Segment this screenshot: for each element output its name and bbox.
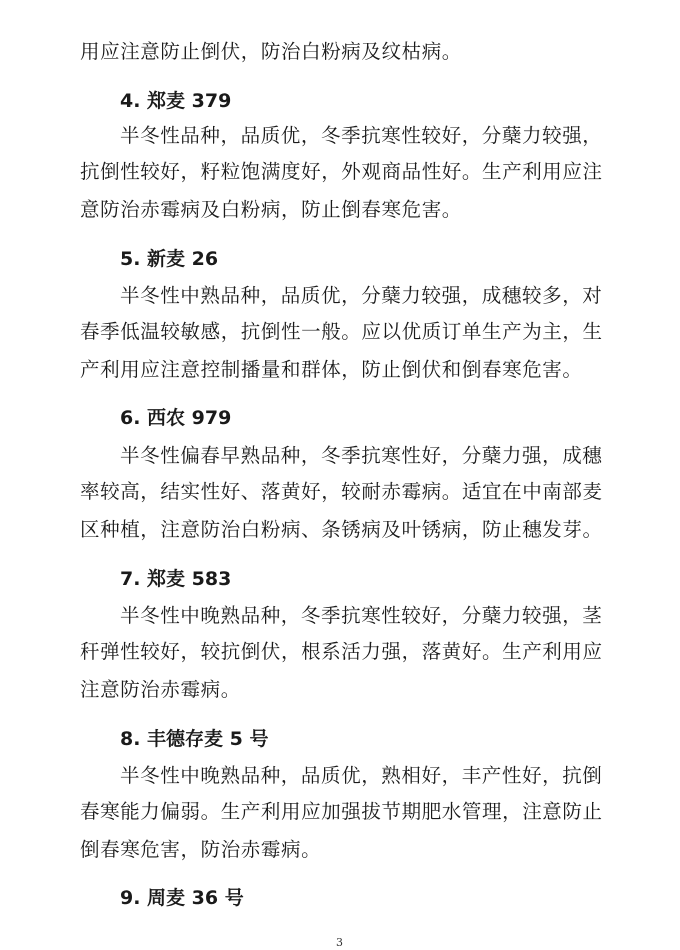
- paragraph-line: 春季低温较敏感，抗倒性一般。应以优质订单生产为主，生: [80, 320, 603, 343]
- paragraph-line: 产利用应注意控制播量和群体，防止倒伏和倒春寒危害。: [80, 358, 583, 381]
- variety-heading: 4. 郑麦 379: [120, 90, 232, 112]
- paragraph-line: 半冬性中熟品种，品质优，分蘖力较强，成穗较多，对: [120, 284, 603, 307]
- paragraph-line: 意防治赤霉病及白粉病，防止倒春寒危害。: [80, 198, 462, 221]
- paragraph-line: 半冬性中晚熟品种，冬季抗寒性较好，分蘖力较强，茎: [120, 604, 603, 627]
- paragraph-line: 春寒能力偏弱。生产利用应加强拔节期肥水管理，注意防止: [80, 800, 603, 823]
- paragraph-line: 抗倒性较好，籽粒饱满度好，外观商品性好。生产利用应注: [80, 160, 603, 183]
- paragraph-line: 半冬性偏春早熟品种，冬季抗寒性好，分蘖力强，成穗: [120, 444, 603, 467]
- paragraph-line: 倒春寒危害，防治赤霉病。: [80, 838, 322, 861]
- paragraph-line: 用应注意防止倒伏，防治白粉病及纹枯病。: [80, 40, 462, 63]
- paragraph-line: 率较高，结实性好、落黄好，较耐赤霉病。适宜在中南部麦: [80, 480, 603, 503]
- paragraph-line: 半冬性中晚熟品种，品质优，熟相好，丰产性好，抗倒: [120, 764, 603, 787]
- paragraph-line: 秆弹性较好，较抗倒伏，根系活力强，落黄好。生产利用应: [80, 640, 603, 663]
- paragraph-line: 注意防治赤霉病。: [80, 678, 241, 701]
- page-number: 3: [336, 936, 343, 949]
- variety-heading: 9. 周麦 36 号: [120, 887, 244, 909]
- paragraph-line: 区种植，注意防治白粉病、条锈病及叶锈病，防止穗发芽。: [80, 518, 603, 541]
- variety-heading: 8. 丰德存麦 5 号: [120, 728, 269, 750]
- variety-heading: 7. 郑麦 583: [120, 568, 232, 590]
- variety-heading: 6. 西农 979: [120, 407, 232, 429]
- variety-heading: 5. 新麦 26: [120, 248, 219, 270]
- paragraph-line: 半冬性品种，品质优，冬季抗寒性较好，分蘖力较强，: [120, 124, 603, 147]
